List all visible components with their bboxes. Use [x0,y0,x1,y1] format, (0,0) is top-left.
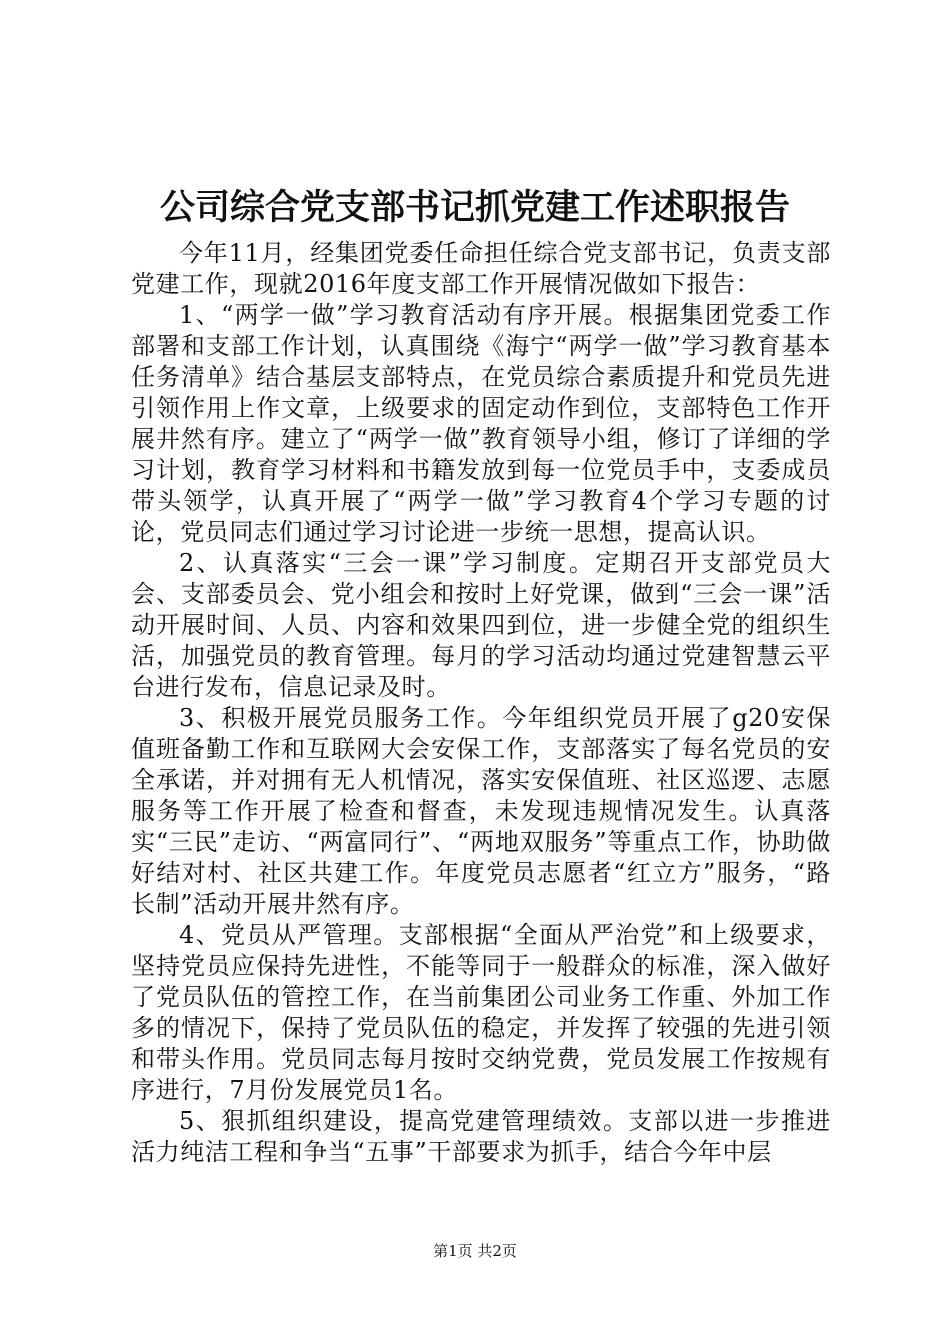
document-body [131,238,831,1168]
paragraph-intro: 今年11月，经集团党委任命担任综合党支部书记，负责支部党建工作，现就2016年度支部工作开展情况做如下报告： [131,239,831,298]
paragraph-item-2: 2、认真落实“三会一课”学习制度。定期召开支部党员大会、支部委员会、党小组会和按时上好党课，做到“三会一课”活动开展时间、人员、内容和效果四到位，进一步健全党的组织生活，加强党员的教育管理。每月的学习活动均通过党建智慧云平台进行发布，信息记录及时。 [131,549,831,701]
page-footer: 第1页 共2页 [433,1242,517,1260]
document-title: 公司综合党支部书记抓党建工作述职报告 [159,187,790,228]
paragraph-item-4: 4、党员从严管理。支部根据“全面从严治党”和上级要求，坚持党员应保持先进性，不能等同于一般群众的标准，深入做好了党员队伍的管控工作，在当前集团公司业务工作重、外加工作多的情况下，保持了党员队伍的稳定，并发挥了较强的先进引领和带头作用。党员同志每月按时交纳党费，党员发展工作按规有序进行，7月份发展党员1名。 [131,921,831,1104]
paragraph-item-3: 3、积极开展党员服务工作。今年组织党员开展了g20安保值班备勤工作和互联网大会安保工作，支部落实了每名党员的安全承诺，并对拥有无人机情况，落实安保值班、社区巡逻、志愿服务等工作开展了检查和督查，未发现违规情况发生。认真落实“三民”走访、“两富同行”、“两地双服务”等重点工作，协助做好结对村、社区共建工作。年度党员志愿者“红立方”服务，“路长制”活动开展井然有序。 [131,704,831,918]
paragraph-item-5: 5、狠抓组织建设，提高党建管理绩效。支部以进一步推进活力纯洁工程和争当“五事”干部要求为抓手，结合今年中层 [131,1107,831,1166]
paragraph-item-1: 1、“两学一做”学习教育活动有序开展。根据集团党委工作部署和支部工作计划，认真围绕《海宁“两学一做”学习教育基本任务清单》结合基层支部特点，在党员综合素质提升和党员先进引领作用上作文章，上级要求的固定动作到位，支部特色工作开展井然有序。建立了“两学一做”教育领导小组，修订了详细的学习计划，教育学习材料和书籍发放到每一位党员手中，支委成员带头领学，认真开展了“两学一做”学习教育4个学习专题的讨论，党员同志们通过学习讨论进一步统一思想，提高认识。 [131,301,831,546]
